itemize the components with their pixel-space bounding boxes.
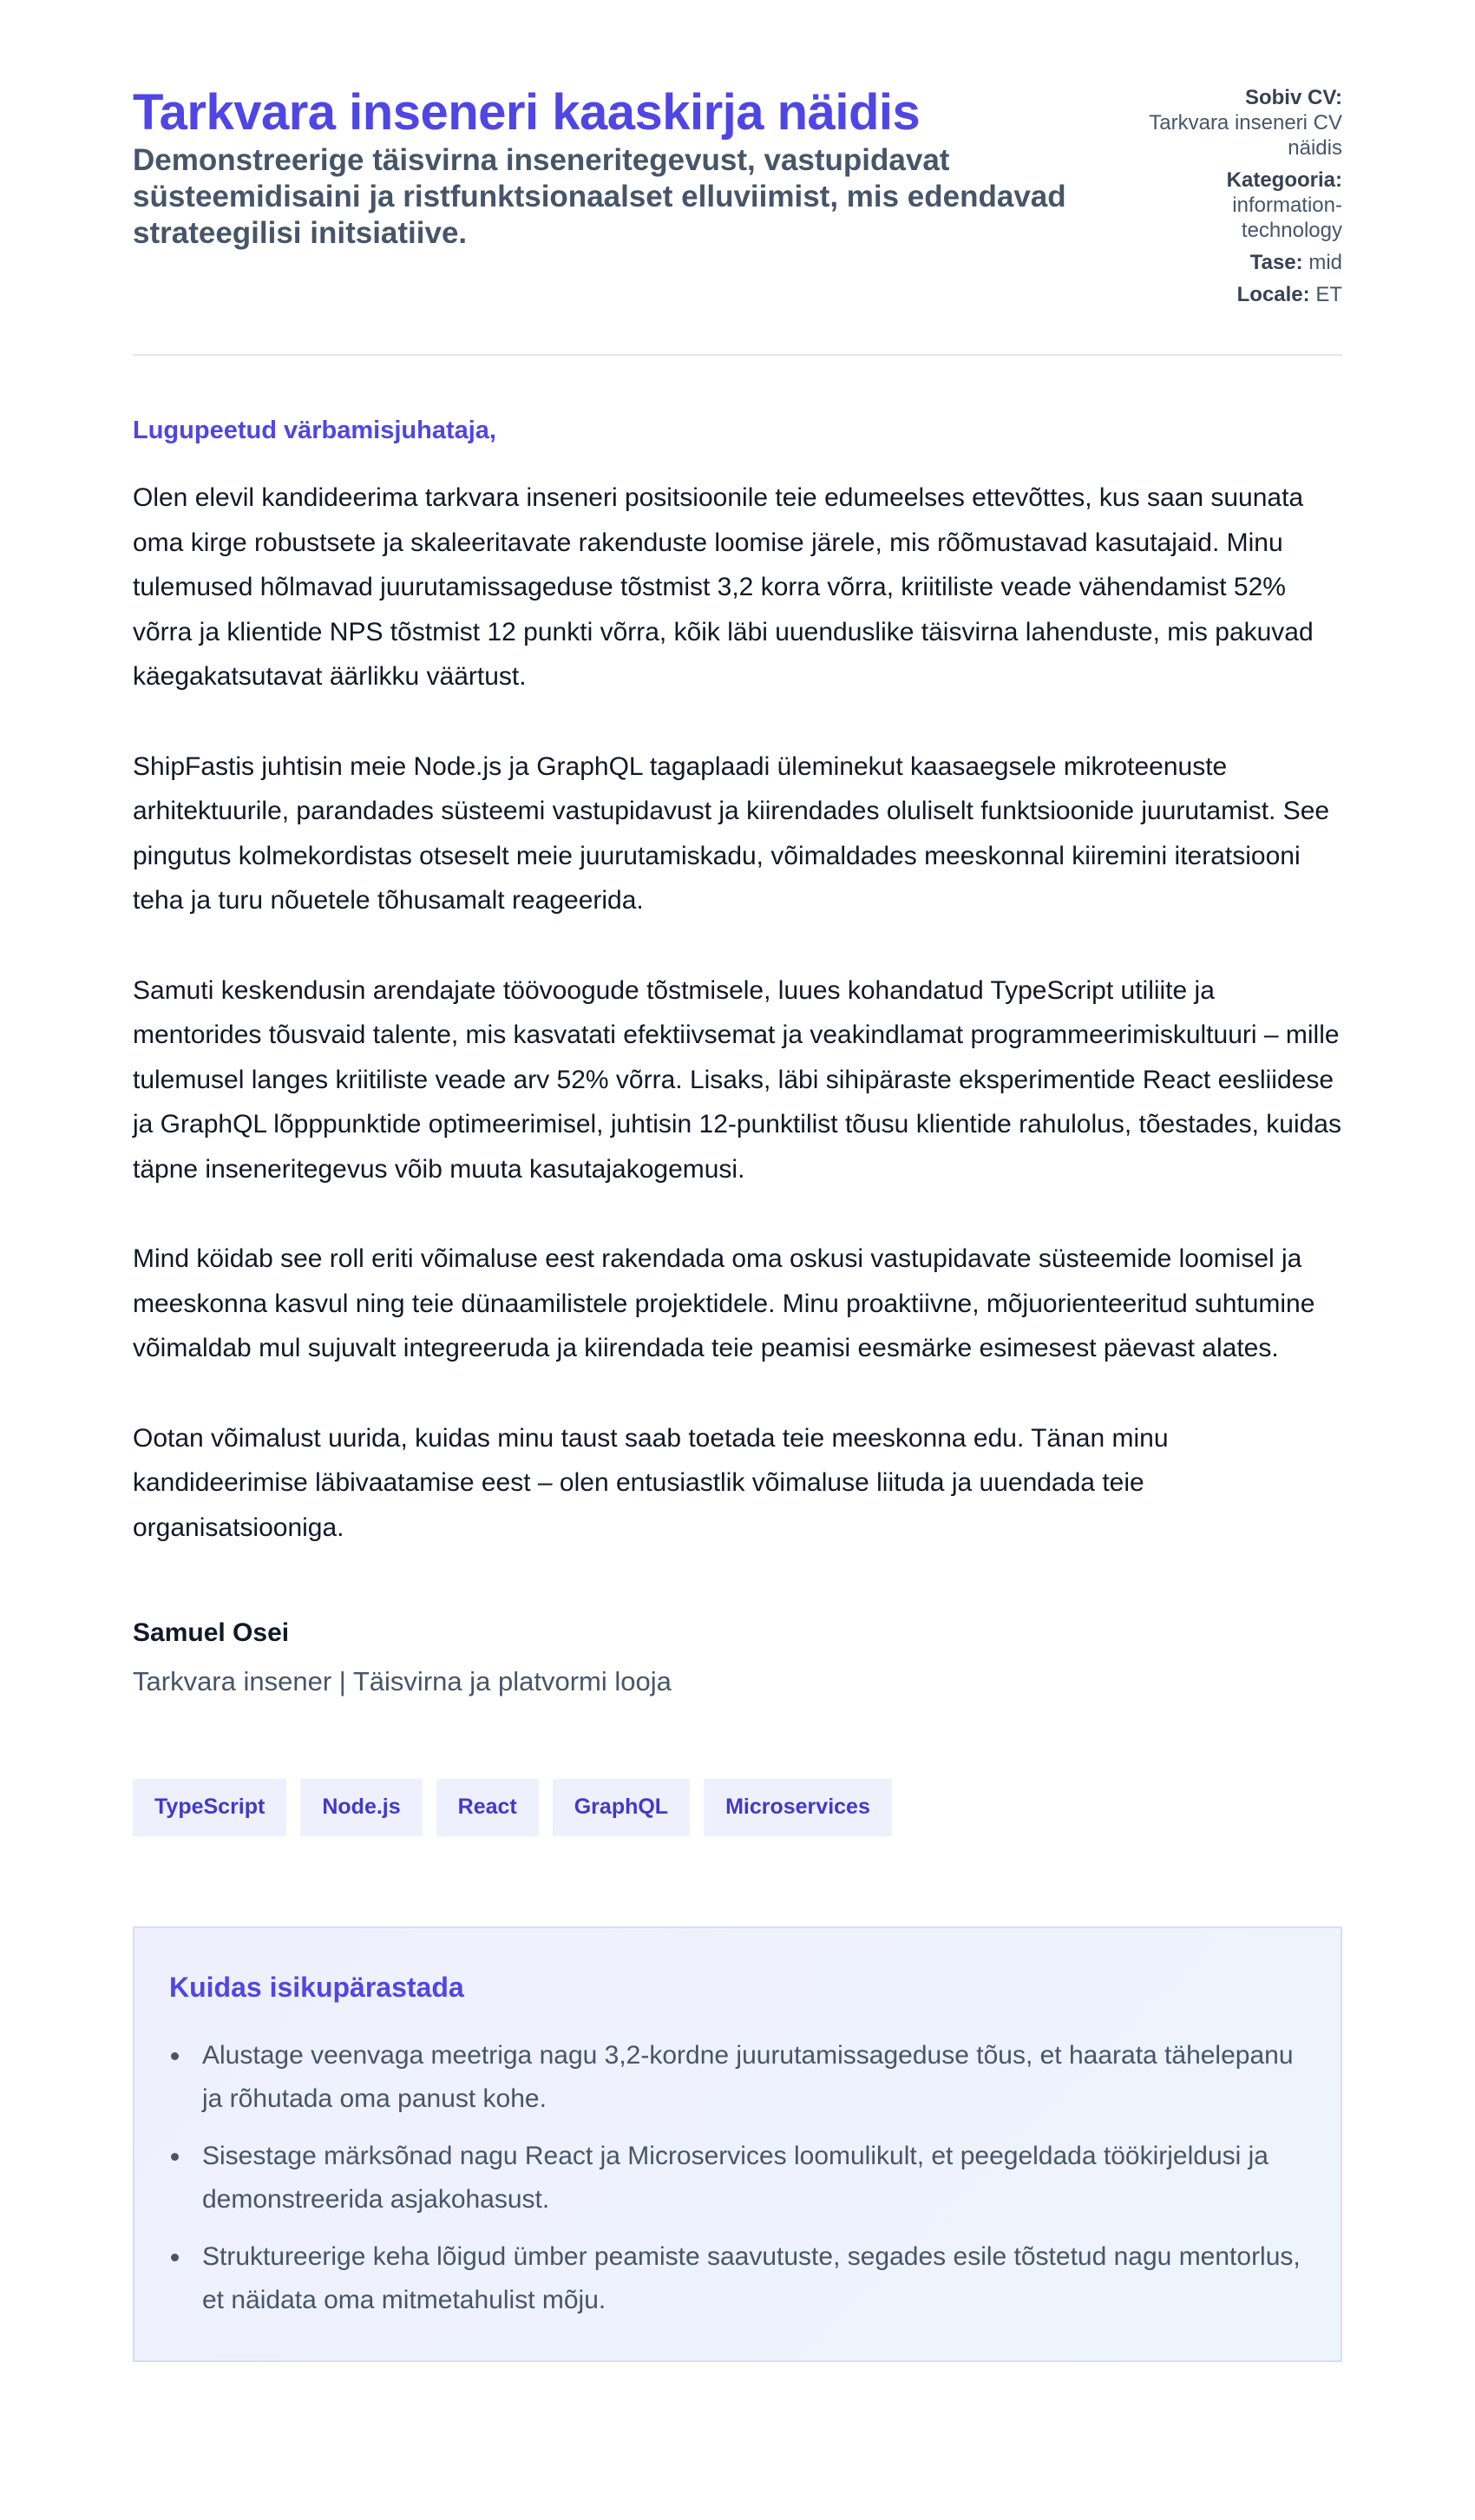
meta-level-label: Tase: (1249, 251, 1303, 274)
letter-body (133, 356, 1342, 2362)
page-header (133, 83, 1342, 356)
page-title: Tarkvara inseneri kaaskirja näidis (133, 84, 921, 141)
meta-level (1135, 250, 1342, 275)
signature-block (133, 1616, 1342, 1699)
letter-paragraph-4: Mind köidab see roll eriti võimaluse eest rakendada oma oskusi vastupidavate süsteemide loomisel ja meeskonna kasvul ning teie dünaamilistele projektidele. Minu proaktiivne, mõjuorienteeritud suhtumine võimaldab mul sujuvalt integreeruda ja kiirendada teie peamisi eesmärke esimesest päevast alates. (133, 1244, 1315, 1362)
skill-tag-typescript: TypeScript (133, 1779, 286, 1836)
meta-locale-label: Locale: (1236, 283, 1310, 306)
skill-tag-react: React (436, 1779, 539, 1836)
meta-category-label: Kategooria: (1226, 168, 1342, 192)
header-titles (133, 83, 1135, 252)
signature-title: Tarkvara insener | Täisvirna ja platvormi looja (133, 1666, 672, 1696)
meta-matching-cv (1135, 85, 1342, 161)
meta-panel (1135, 83, 1342, 314)
tip-item-1: Alustage veenvaga meetriga nagu 3,2-kordne juurutamissageduse tõus, et haarata tähelepanu ja rõhutada oma panust kohe. (169, 2034, 1306, 2121)
skill-tag-graphql: GraphQL (553, 1779, 690, 1836)
meta-level-value: mid (1308, 251, 1342, 274)
tip-item-2: Sisestage märksõnad nagu React ja Microservices loomulikult, et peegeldada töökirjeldusi ja demonstreerida asjakohasust. (169, 2135, 1306, 2221)
meta-cv-label: Sobiv CV: (1244, 86, 1342, 109)
letter-paragraph-2: ShipFastis juhtisin meie Node.js ja GraphQL tagaplaadi üleminekut kaasaegsele mikroteenuste arhitektuurile, parandades süsteemi vastupidavust ja kiirendades oluliselt funktsioonide juurutamist. See pingutus kolmekordistas otseselt meie juurutamiskadu, võimaldades meeskonnal kiiremini iteratsiooni teha ja turu nõuetele tõhusamalt reageerida. (133, 751, 1330, 915)
signature-name: Samuel Osei (133, 1618, 290, 1647)
skill-tag-microservices: Microservices (704, 1779, 892, 1836)
letter-paragraph-3: Samuti keskendusin arendajate töövoogude tõstmisele, luues kohandatud TypeScript utiliite ja mentorides tõusvaid talente, mis kasvatati efektiivsemat ja veakindlamat programmeerimiskultuuri – mille tulemusel langes kriitiliste veade arv 52% võrra. Lisaks, läbi sihipäraste eksperimentide React eesliidese ja GraphQL lõpppunktide optimeerimisel, juhtisin 12-punktilist tõusu klientide rahulolus, tõestades, kuidas täpne inseneritegevus võib muuta kasutajakogemusi. (133, 975, 1341, 1184)
page-subtitle: Demonstreerige täisvirna inseneritegevust, vastupidavat süsteemidisaini ja ristfunktsionaalset elluviimist, mis edendavad strateegilisi initsiatiive. (133, 143, 1066, 250)
tip-item-3: Struktureerige keha lõigud ümber peamiste saavutuste, segades esile tõstetud nagu mentorlus, et näidata oma mitmetahulist mõju. (169, 2235, 1306, 2322)
salutation: Lugupeetud värbamisjuhataja, (133, 417, 496, 444)
letter-paragraph-5: Ootan võimalust uurida, kuidas minu taust saab toetada teie meeskonna edu. Tänan minu kandideerimise läbivaatamise eest – olen entusiastlik võimaluse liituda ja uuendada teie organisatsiooniga. (133, 1423, 1169, 1542)
tips-list (169, 2034, 1306, 2322)
meta-category (1135, 167, 1342, 243)
meta-locale (1135, 282, 1342, 307)
skill-tags (133, 1779, 1342, 1836)
letter-paragraph-1: Olen elevil kandideerima tarkvara inseneri positsioonile teie edumeelses ettevõttes, kus saan suunata oma kirge robustsete ja skaleeritavate rakenduste loomise järele, mis rõõmustavad kasutajaid. Minu tulemused hõlmavad juurutamissageduse tõstmist 3,2 korra võrra, kriitiliste veade vähendamist 52% võrra ja klientide NPS tõstmist 12 punkti võrra, kõik läbi uuenduslike täisvirna lahenduste, mis pakuvad käegakatsutavat äärlikku väärtust. (133, 483, 1314, 691)
meta-category-value: information-technology (1232, 194, 1342, 242)
skill-tag-nodejs: Node.js (300, 1779, 422, 1836)
tips-title: Kuidas isikupärastada (169, 1972, 464, 2003)
meta-cv-value: Tarkvara inseneri CV näidis (1149, 111, 1342, 160)
meta-locale-value: ET (1315, 283, 1342, 306)
personalization-tips-box (133, 1926, 1342, 2362)
